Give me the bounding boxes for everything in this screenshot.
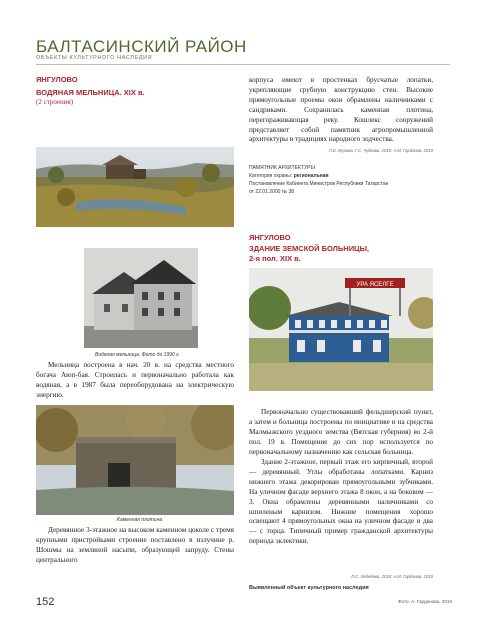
mill-historic-caption: Водяная мельница. Фото до 1990 г. bbox=[95, 352, 180, 358]
category-prefix: Категория охраны: bbox=[249, 173, 294, 179]
photo-credit: Фото: А. Гарданова, 2016 bbox=[398, 599, 452, 604]
mill-landscape-photo bbox=[36, 147, 234, 227]
hospital-title-line2: 2-я пол. XIX в. bbox=[249, 254, 301, 263]
district-title: БАЛТАСИНСКИЙ РАЙОН bbox=[36, 37, 247, 56]
monument-label: ПАМЯТНИК АРХИТЕКТУРЫ bbox=[249, 165, 315, 171]
header-divider bbox=[36, 64, 450, 65]
mill-reference: Л.Е. Жукова, Г.С. Чуйкова, 2018; А.М. Гарданов, 2019 bbox=[328, 148, 433, 153]
page-number: 152 bbox=[36, 596, 55, 608]
hospital-reference: Л.С. Лебедева, 2018; А.М. Гарданов, 2019 bbox=[351, 574, 433, 579]
mill-historic-photo bbox=[84, 248, 198, 348]
section-subtitle: ОБЪЕКТЫ КУЛЬТУРНОГО НАСЛЕДИЯ bbox=[36, 55, 153, 61]
mill-note: (2 строения) bbox=[36, 98, 74, 106]
hospital-status: Выявленный объект культурного наследия bbox=[249, 585, 369, 591]
hospital-title-line1: ЗДАНИЕ ЗЕМСКОЙ БОЛЬНИЦЫ, bbox=[249, 244, 370, 253]
hospital-village: ЯНГУЛОВО bbox=[249, 233, 291, 242]
category-value: региональная bbox=[293, 173, 329, 179]
stone-dam-caption: Каменная плотина bbox=[117, 517, 163, 523]
hospital-sign: УРА ЯСЕЛГЕ bbox=[356, 282, 394, 288]
monument-decree-line1: Постановление Кабинета Министров Республики Татарстан bbox=[249, 181, 389, 187]
mill-description-continued: корпуса имеют в простенках брусчатые лопатки, укрепляющие срубную конструкцию стен. Высокие прямоугольные проемы окон обрамлены наличниками с сандриками. Сохранилась каменная плотина, перегораживающая реку. Кошлекс сооружений представляет собой памятник агропромышленной архитектуры в традициях народного зодчества. bbox=[249, 76, 433, 144]
hospital-history-paragraph: Первоначально существовавший фельдшерский пункт, а затем и больница построены по инициативе и на средства Малмыжского уездного земства (Вятская губерния) во 2-й пол. 19 в. Помещение до сих пор используется по первоначальному назначению как сельская больница. bbox=[249, 408, 433, 456]
monument-info bbox=[249, 164, 439, 196]
monument-decree-line2: от 22.01.2000 № 38 bbox=[249, 189, 295, 195]
mill-title: ВОДЯНАЯ МЕЛЬНИЦА. XIX в. bbox=[36, 88, 145, 97]
mill-village: ЯНГУЛОВО bbox=[36, 75, 78, 84]
hospital-description-paragraph: Здание 2-этажное, первый этаж его кирпичный, второй — деревянный. Углы обработаны лопатками. Карниз нижнего этажа декорирован прямоугольными зубчиками. На уличном фасаде верхнего этажа 8 окон, а на боковом — 3. Окна обрамлены деревянными наличниками со шпиленым карнизом. Нижние помещения хорошо освещают 4 прямоугольных окна на уличном фасаде и два — с торца. Типичный пример гражданской архитектуры периода эклектики. bbox=[249, 458, 433, 546]
hospital-photo bbox=[249, 268, 433, 391]
monument-category bbox=[249, 172, 439, 180]
stone-dam-photo bbox=[36, 405, 234, 515]
mill-description-paragraph: Деревянное 3-этажное на высоком каменном цоколе с тремя крупными пристройками строение поставлено в излучине р. Шошмы на земляной насыпи, образующей запруду. Стены центрального bbox=[36, 526, 234, 564]
mill-history-paragraph: Мельница построена в нач. 20 в. на средства местного богача Аюп-бая. Строилась и первоначально работала как водяная, а в 1987 была переоборудована на электрическую энергию. bbox=[36, 361, 234, 399]
